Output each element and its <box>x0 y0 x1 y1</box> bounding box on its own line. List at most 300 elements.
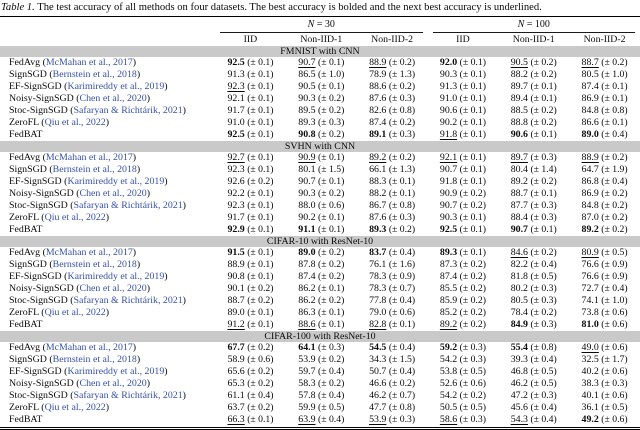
accuracy-error: (± 0.6) <box>601 319 627 330</box>
accuracy-error: (± 0.4) <box>389 366 415 377</box>
accuracy-value: 92.5 <box>227 57 244 68</box>
accuracy-value: 88.6 <box>298 319 315 330</box>
citation-link[interactable]: Qiu et al., 2022 <box>45 117 106 128</box>
accuracy-value: 59.7 <box>298 366 315 377</box>
accuracy-error: (± 0.1) <box>318 212 344 223</box>
accuracy-value: 88.9 <box>227 259 244 270</box>
accuracy-value: 87.4 <box>369 117 386 128</box>
table-row <box>0 200 640 212</box>
table-row <box>0 152 640 164</box>
accuracy-error: (± 0.3) <box>318 117 344 128</box>
accuracy-value: 89.4 <box>511 93 528 104</box>
citation-link[interactable]: McMahan et al., 2017 <box>46 247 133 258</box>
accuracy-error: (± 0.2) <box>247 378 273 389</box>
accuracy-cell <box>569 176 640 188</box>
accuracy-value: 89.7 <box>511 152 528 163</box>
accuracy-cell <box>569 247 640 259</box>
accuracy-value: 88.6 <box>369 81 386 92</box>
accuracy-value: 91.7 <box>227 105 244 116</box>
accuracy-value: 89.0 <box>582 129 599 140</box>
accuracy-error: (± 0.1) <box>318 283 344 294</box>
accuracy-value: 90.2 <box>440 117 457 128</box>
accuracy-cell <box>215 129 286 141</box>
accuracy-error: (± 0.3) <box>530 295 556 306</box>
section-title: CIFAR-10 with ResNet-10 <box>0 236 640 247</box>
accuracy-error: (± 0.2) <box>318 271 344 282</box>
accuracy-cell <box>215 93 286 105</box>
method-label: SignSGD (Bernstein et al., 2018) <box>0 259 215 271</box>
n100-value: = 100 <box>527 19 550 30</box>
results-table <box>0 16 640 426</box>
accuracy-cell <box>498 271 569 283</box>
accuracy-value: 90.7 <box>511 224 528 235</box>
accuracy-error: (± 1.3) <box>389 164 415 175</box>
table-row <box>0 354 640 366</box>
accuracy-value: 90.5 <box>511 57 528 68</box>
accuracy-error: (± 0.2) <box>530 117 556 128</box>
accuracy-value: 63.7 <box>227 402 244 413</box>
table-body <box>0 46 640 426</box>
accuracy-error: (± 0.2) <box>601 57 627 68</box>
table-row <box>0 117 640 129</box>
accuracy-cell <box>428 319 499 331</box>
accuracy-value: 46.6 <box>369 378 386 389</box>
col-header-noniid2-n100: Non-IID-2 <box>569 33 640 46</box>
accuracy-value: 86.5 <box>298 69 315 80</box>
accuracy-error: (± 0.9) <box>389 271 415 282</box>
table-caption-label: Table 1. <box>1 2 35 13</box>
accuracy-cell <box>569 57 640 69</box>
accuracy-error: (± 0.6) <box>601 390 627 401</box>
accuracy-value: 46.2 <box>369 390 386 401</box>
accuracy-value: 64.7 <box>582 164 599 175</box>
accuracy-cell <box>357 247 428 259</box>
n30-value: = 30 <box>317 19 335 30</box>
accuracy-cell <box>286 354 357 366</box>
accuracy-cell <box>215 117 286 129</box>
accuracy-value: 80.4 <box>511 164 528 175</box>
accuracy-value: 54.3 <box>511 414 528 425</box>
accuracy-cell <box>428 105 499 117</box>
accuracy-cell <box>215 342 286 354</box>
accuracy-error: (± 0.2) <box>460 271 486 282</box>
accuracy-cell <box>569 188 640 200</box>
accuracy-value: 91.1 <box>298 224 315 235</box>
accuracy-error: (± 0.3) <box>460 354 486 365</box>
section-title: SVHN with CNN <box>0 141 640 152</box>
method-name: Stoc-SignSGD <box>9 295 68 306</box>
accuracy-cell <box>428 366 499 378</box>
accuracy-value: 47.7 <box>369 402 386 413</box>
accuracy-error: (± 0.1) <box>460 69 486 80</box>
accuracy-value: 92.1 <box>227 93 244 104</box>
accuracy-cell <box>428 152 499 164</box>
accuracy-value: 88.9 <box>369 57 386 68</box>
accuracy-error: (± 1.9) <box>601 164 627 175</box>
accuracy-value: 86.9 <box>582 93 599 104</box>
accuracy-error: (± 0.1) <box>247 129 273 140</box>
accuracy-cell <box>428 57 499 69</box>
citation-link[interactable]: Bernstein et al., 2018 <box>53 354 137 365</box>
accuracy-cell <box>498 117 569 129</box>
accuracy-value: 65.6 <box>227 366 244 377</box>
accuracy-value: 90.3 <box>440 212 457 223</box>
accuracy-error: (± 0.1) <box>247 200 273 211</box>
accuracy-cell <box>428 283 499 295</box>
accuracy-value: 61.1 <box>227 390 244 401</box>
accuracy-cell <box>215 152 286 164</box>
accuracy-error: (± 0.2) <box>460 188 486 199</box>
accuracy-error: (± 0.5) <box>601 402 627 413</box>
accuracy-error: (± 0.1) <box>460 164 486 175</box>
accuracy-value: 73.8 <box>582 307 599 318</box>
accuracy-value: 87.8 <box>298 259 315 270</box>
accuracy-error: (± 0.5) <box>530 378 556 389</box>
accuracy-value: 80.2 <box>511 283 528 294</box>
accuracy-error: (± 0.1) <box>247 81 273 92</box>
method-label: SignSGD (Bernstein et al., 2018) <box>0 164 215 176</box>
accuracy-value: 89.1 <box>369 129 386 140</box>
accuracy-error: (± 0.1) <box>247 105 273 116</box>
accuracy-cell <box>357 307 428 319</box>
accuracy-cell <box>498 319 569 331</box>
accuracy-cell <box>498 247 569 259</box>
accuracy-error: (± 0.8) <box>530 342 556 353</box>
accuracy-cell <box>215 105 286 117</box>
accuracy-cell <box>357 188 428 200</box>
accuracy-cell <box>357 354 428 366</box>
method-name: SignSGD <box>9 354 47 365</box>
accuracy-cell <box>428 188 499 200</box>
accuracy-value: 92.0 <box>440 57 457 68</box>
table-row <box>0 390 640 402</box>
accuracy-value: 92.5 <box>227 129 244 140</box>
accuracy-value: 66.1 <box>369 164 386 175</box>
table-row <box>0 81 640 93</box>
accuracy-error: (± 0.2) <box>601 200 627 211</box>
accuracy-value: 50.5 <box>440 402 457 413</box>
accuracy-error: (± 0.1) <box>460 224 486 235</box>
accuracy-error: (± 0.8) <box>389 402 415 413</box>
method-label <box>0 319 215 331</box>
accuracy-error: (± 0.4) <box>530 414 556 425</box>
citation-link[interactable]: Safaryan & Richtárik, 2021 <box>73 200 182 211</box>
col-header-noniid1-n30: Non-IID-1 <box>286 33 357 46</box>
accuracy-error: (± 0.2) <box>460 283 486 294</box>
accuracy-error: (± 0.2) <box>530 307 556 318</box>
method-label <box>0 224 215 236</box>
accuracy-error: (± 0.2) <box>389 378 415 389</box>
accuracy-cell <box>286 295 357 307</box>
citation-link[interactable]: Bernstein et al., 2018 <box>53 69 137 80</box>
citation-link[interactable]: McMahan et al., 2017 <box>46 342 133 353</box>
accuracy-value: 66.3 <box>227 414 244 425</box>
accuracy-value: 53.9 <box>298 354 315 365</box>
accuracy-error: (± 0.1) <box>247 57 273 68</box>
accuracy-value: 90.3 <box>298 188 315 199</box>
accuracy-error: (± 0.1) <box>460 176 486 187</box>
accuracy-value: 82.6 <box>369 105 386 116</box>
accuracy-value: 90.2 <box>298 212 315 223</box>
accuracy-cell <box>428 402 499 414</box>
accuracy-value: 88.2 <box>511 69 528 80</box>
accuracy-error: (± 0.8) <box>601 105 627 116</box>
accuracy-error: (± 0.3) <box>530 390 556 401</box>
accuracy-cell <box>215 378 286 390</box>
accuracy-error: (± 1.0) <box>601 69 627 80</box>
table-row <box>0 342 640 354</box>
accuracy-cell <box>428 212 499 224</box>
accuracy-value: 88.8 <box>511 117 528 128</box>
accuracy-cell <box>498 57 569 69</box>
accuracy-cell <box>569 117 640 129</box>
method-name: FedBAT <box>9 414 42 425</box>
accuracy-error: (± 0.1) <box>460 105 486 116</box>
accuracy-cell <box>286 105 357 117</box>
accuracy-error: (± 0.5) <box>318 402 344 413</box>
accuracy-error: (± 0.2) <box>247 295 273 306</box>
accuracy-value: 86.2 <box>298 295 315 306</box>
accuracy-error: (± 0.2) <box>460 200 486 211</box>
accuracy-error: (± 0.2) <box>460 295 486 306</box>
accuracy-error: (± 0.4) <box>530 259 556 270</box>
col-header-iid-n100: IID <box>428 33 499 46</box>
accuracy-value: 87.0 <box>582 212 599 223</box>
method-label: Stoc-SignSGD (Safaryan & Richtárik, 2021) <box>0 105 215 117</box>
accuracy-error: (± 0.1) <box>247 152 273 163</box>
accuracy-error: (± 0.3) <box>389 212 415 223</box>
accuracy-value: 50.7 <box>369 366 386 377</box>
accuracy-value: 84.8 <box>582 200 599 211</box>
citation-link[interactable]: Qiu et al., 2022 <box>45 212 106 223</box>
col-header-noniid2-n30: Non-IID-2 <box>357 33 428 46</box>
citation-link[interactable]: Chen et al., 2020 <box>80 283 147 294</box>
accuracy-cell <box>428 93 499 105</box>
accuracy-error: (± 0.2) <box>389 152 415 163</box>
accuracy-error: (± 0.3) <box>318 342 344 353</box>
accuracy-cell <box>357 283 428 295</box>
table-row <box>0 247 640 259</box>
citation-link[interactable]: Safaryan & Richtárik, 2021 <box>73 390 182 401</box>
table-row <box>0 212 640 224</box>
accuracy-value: 86.2 <box>298 283 315 294</box>
accuracy-error: (± 0.3) <box>460 414 486 425</box>
citation-link[interactable]: Qiu et al., 2022 <box>45 307 106 318</box>
accuracy-value: 87.6 <box>369 212 386 223</box>
table-row <box>0 319 640 331</box>
accuracy-error: (± 0.2) <box>318 247 344 258</box>
accuracy-cell <box>498 283 569 295</box>
accuracy-value: 91.5 <box>227 247 244 258</box>
accuracy-cell <box>428 176 499 188</box>
accuracy-cell <box>569 271 640 283</box>
accuracy-cell <box>428 69 499 81</box>
accuracy-cell <box>569 105 640 117</box>
citation-link[interactable]: Safaryan & Richtárik, 2021 <box>73 295 182 306</box>
accuracy-error: (± 0.6) <box>389 307 415 318</box>
accuracy-error: (± 0.2) <box>460 390 486 401</box>
accuracy-error: (± 0.1) <box>247 224 273 235</box>
accuracy-error: (± 0.2) <box>318 295 344 306</box>
accuracy-value: 65.3 <box>227 378 244 389</box>
accuracy-error: (± 0.3) <box>601 378 627 389</box>
accuracy-error: (± 0.2) <box>389 224 415 235</box>
accuracy-cell <box>498 307 569 319</box>
citation-link[interactable]: McMahan et al., 2017 <box>46 57 133 68</box>
accuracy-error: (± 1.5) <box>389 354 415 365</box>
accuracy-cell <box>498 366 569 378</box>
accuracy-cell <box>357 152 428 164</box>
accuracy-value: 83.7 <box>369 247 386 258</box>
accuracy-cell <box>286 402 357 414</box>
accuracy-cell <box>286 57 357 69</box>
accuracy-error: (± 0.3) <box>389 93 415 104</box>
accuracy-error: (± 1.5) <box>318 164 344 175</box>
accuracy-error: (± 0.1) <box>601 81 627 92</box>
accuracy-error: (± 0.4) <box>530 354 556 365</box>
method-name: Noisy-SignSGD <box>9 378 74 389</box>
accuracy-value: 91.3 <box>227 69 244 80</box>
accuracy-value: 90.1 <box>227 283 244 294</box>
accuracy-value: 89.5 <box>298 105 315 116</box>
accuracy-value: 88.7 <box>227 295 244 306</box>
table-row <box>0 414 640 426</box>
accuracy-value: 81.0 <box>582 319 599 330</box>
accuracy-value: 38.3 <box>582 378 599 389</box>
method-name: SignSGD <box>9 164 47 175</box>
citation-link[interactable]: Karimireddy et al., 2019 <box>67 271 164 282</box>
empty-corner-cell <box>0 17 215 34</box>
citation-link[interactable]: Karimireddy et al., 2019 <box>67 176 164 187</box>
accuracy-cell <box>215 402 286 414</box>
accuracy-error: (± 0.4) <box>318 366 344 377</box>
accuracy-error: (± 0.2) <box>601 224 627 235</box>
accuracy-cell <box>569 295 640 307</box>
accuracy-value: 91.8 <box>440 176 457 187</box>
accuracy-cell <box>498 414 569 426</box>
accuracy-error: (± 0.5) <box>601 247 627 258</box>
accuracy-value: 80.9 <box>582 247 599 258</box>
method-label: Stoc-SignSGD (Safaryan & Richtárik, 2021) <box>0 390 215 402</box>
accuracy-cell <box>215 247 286 259</box>
accuracy-error: (± 0.1) <box>530 81 556 92</box>
citation-link[interactable]: Bernstein et al., 2018 <box>53 259 137 270</box>
citation-link[interactable]: Chen et al., 2020 <box>80 378 147 389</box>
accuracy-error: (± 0.5) <box>460 402 486 413</box>
accuracy-cell <box>569 319 640 331</box>
accuracy-cell <box>569 129 640 141</box>
accuracy-cell <box>286 390 357 402</box>
accuracy-value: 86.7 <box>369 200 386 211</box>
accuracy-cell <box>357 390 428 402</box>
table-row <box>0 93 640 105</box>
accuracy-error: (± 0.2) <box>247 283 273 294</box>
accuracy-error: (± 0.2) <box>247 366 273 377</box>
accuracy-value: 90.6 <box>440 105 457 116</box>
method-name: FedAvg <box>9 342 40 353</box>
accuracy-error: (± 0.7) <box>389 390 415 401</box>
citation-link[interactable]: Chen et al., 2020 <box>80 93 147 104</box>
accuracy-error: (± 0.5) <box>460 366 486 377</box>
accuracy-value: 49.0 <box>582 342 599 353</box>
accuracy-cell <box>569 81 640 93</box>
accuracy-cell <box>286 164 357 176</box>
accuracy-error: (± 0.2) <box>247 402 273 413</box>
accuracy-cell <box>357 164 428 176</box>
accuracy-cell <box>569 200 640 212</box>
citation-link[interactable]: Karimireddy et al., 2019 <box>67 81 164 92</box>
accuracy-error: (± 0.2) <box>247 342 273 353</box>
empty-method-header <box>0 33 215 46</box>
accuracy-value: 63.9 <box>298 414 315 425</box>
accuracy-cell <box>286 224 357 236</box>
accuracy-value: 88.7 <box>511 188 528 199</box>
citation-link[interactable]: Chen et al., 2020 <box>80 188 147 199</box>
accuracy-value: 87.3 <box>440 259 457 270</box>
accuracy-cell <box>428 342 499 354</box>
accuracy-value: 89.2 <box>511 176 528 187</box>
accuracy-error: (± 0.2) <box>460 307 486 318</box>
accuracy-value: 90.8 <box>298 129 315 140</box>
accuracy-cell <box>498 224 569 236</box>
citation-link[interactable]: Karimireddy et al., 2019 <box>67 366 164 377</box>
accuracy-cell <box>215 354 286 366</box>
accuracy-error: (± 0.3) <box>530 152 556 163</box>
citation-link[interactable]: Bernstein et al., 2018 <box>53 164 137 175</box>
accuracy-error: (± 0.2) <box>318 105 344 116</box>
accuracy-cell <box>428 117 499 129</box>
citation-link[interactable]: Qiu et al., 2022 <box>45 402 106 413</box>
accuracy-cell <box>215 295 286 307</box>
citation-link[interactable]: McMahan et al., 2017 <box>46 152 133 163</box>
accuracy-cell <box>215 390 286 402</box>
accuracy-cell <box>357 105 428 117</box>
method-name: Noisy-SignSGD <box>9 188 74 199</box>
accuracy-cell <box>428 354 499 366</box>
accuracy-value: 85.9 <box>440 295 457 306</box>
accuracy-cell <box>286 319 357 331</box>
accuracy-cell <box>569 69 640 81</box>
method-label: Stoc-SignSGD (Safaryan & Richtárik, 2021) <box>0 295 215 307</box>
accuracy-error: (± 0.1) <box>530 93 556 104</box>
accuracy-error: (± 0.3) <box>389 129 415 140</box>
accuracy-cell <box>498 200 569 212</box>
method-name: FedBAT <box>9 319 42 330</box>
accuracy-cell <box>357 224 428 236</box>
accuracy-value: 89.2 <box>582 224 599 235</box>
accuracy-error: (± 0.1) <box>247 164 273 175</box>
accuracy-cell <box>569 402 640 414</box>
accuracy-cell <box>286 188 357 200</box>
accuracy-cell <box>569 283 640 295</box>
accuracy-value: 88.2 <box>369 188 386 199</box>
accuracy-error: (± 0.3) <box>530 283 556 294</box>
accuracy-error: (± 0.1) <box>460 57 486 68</box>
accuracy-error: (± 0.1) <box>530 188 556 199</box>
accuracy-error: (± 0.2) <box>601 212 627 223</box>
accuracy-error: (± 0.3) <box>530 212 556 223</box>
accuracy-value: 92.9 <box>227 224 244 235</box>
accuracy-cell <box>286 259 357 271</box>
accuracy-value: 80.5 <box>582 69 599 80</box>
accuracy-cell <box>498 69 569 81</box>
accuracy-cell <box>286 366 357 378</box>
method-name: ZeroFL <box>9 117 39 128</box>
citation-link[interactable]: Safaryan & Richtárik, 2021 <box>73 105 182 116</box>
accuracy-cell <box>286 129 357 141</box>
accuracy-value: 53.9 <box>369 414 386 425</box>
accuracy-cell <box>286 378 357 390</box>
